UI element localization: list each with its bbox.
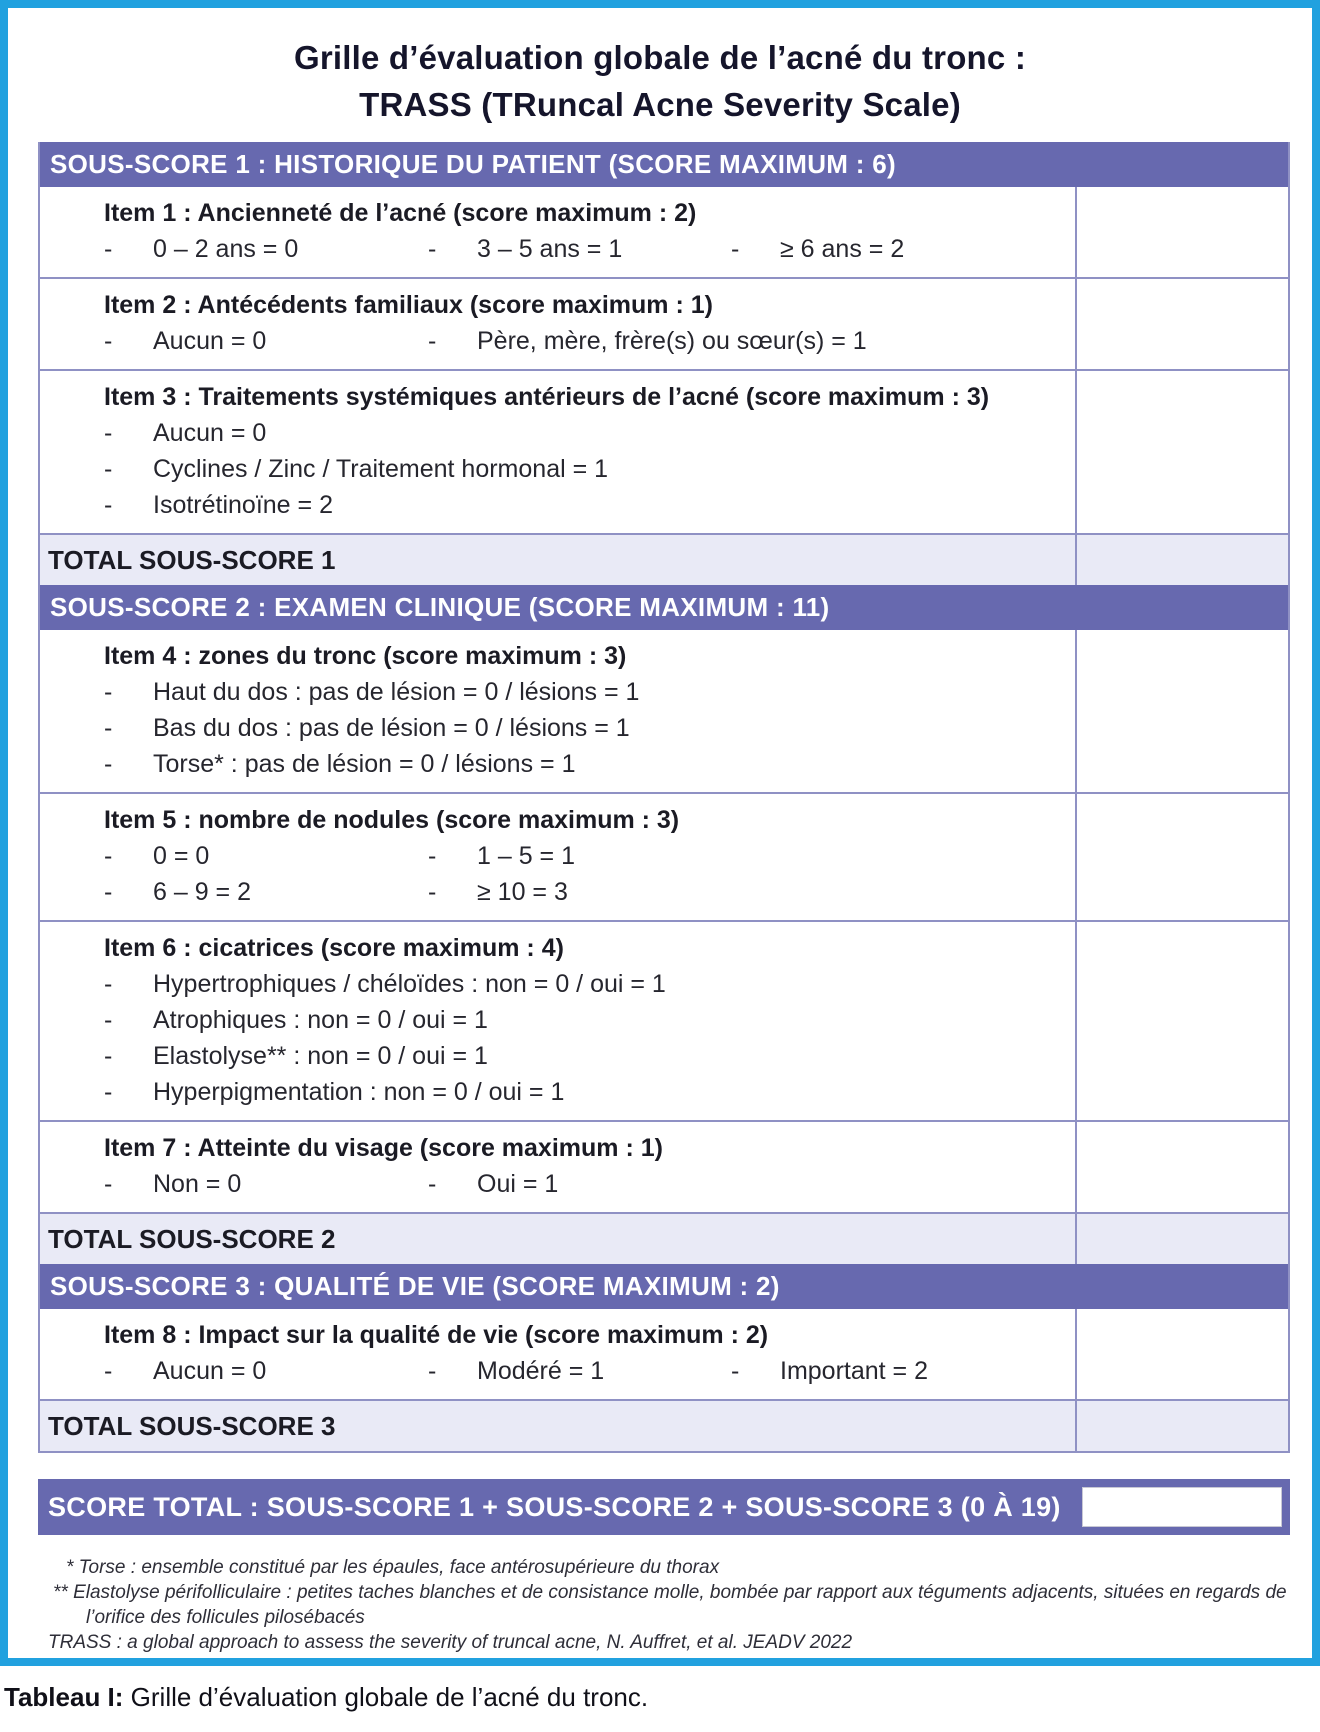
section-2-header [40, 585, 1288, 630]
item-6-row [40, 920, 1288, 1120]
item-2-score-cell[interactable] [1075, 279, 1288, 369]
item-1-option-3: - ≥ 6 ans = 2 [731, 231, 1075, 267]
score-total-input[interactable] [1082, 1487, 1282, 1527]
total-sous-score-2-value-cell[interactable] [1075, 1214, 1288, 1264]
trass-table [38, 142, 1290, 1453]
item-5-option-3: - 6 – 9 = 2 [104, 874, 428, 910]
item-6-option-3: - Elastolyse** : non = 0 / oui = 1 [104, 1038, 1075, 1074]
page-title-line2: TRASS (TRuncal Acne Severity Scale) [359, 86, 961, 123]
page-title-line1: Grille d’évaluation globale de l’acné du tronc : [293, 39, 1027, 76]
item-8-option-3: - Important = 2 [731, 1353, 1075, 1389]
item-3-row [40, 369, 1288, 533]
total-sous-score-1-row [40, 533, 1288, 585]
item-3-option-1: - Aucun = 0 [104, 415, 1075, 451]
item-5-title: Item 5 : nombre de nodules (score maximum : 3) [104, 806, 680, 834]
item-3-option-3: - Isotrétinoïne = 2 [104, 487, 1075, 523]
section-2-header-label: SOUS-SCORE 2 : EXAMEN CLINIQUE (SCORE MAXIMUM : 11) [50, 592, 830, 622]
item-2-row [40, 277, 1288, 369]
item-5-option-4: - ≥ 10 = 3 [428, 874, 1075, 910]
footnote-torse: * Torse : ensemble constitué par les épaules, face antérosupérieure du thorax [66, 1557, 720, 1578]
item-1-score-cell[interactable] [1075, 187, 1288, 277]
total-sous-score-1-value-cell[interactable] [1075, 535, 1288, 585]
page-title [8, 34, 1312, 128]
item-2-option-2: - Père, mère, frère(s) ou sœur(s) = 1 [428, 323, 1075, 359]
item-6-title: Item 6 : cicatrices (score maximum : 4) [104, 934, 564, 962]
footnote-trass-reference: TRASS : a global approach to assess the severity of truncal acne, N. Auffret, et al. JEADV 2022 [48, 1632, 853, 1653]
item-6-option-4: - Hyperpigmentation : non = 0 / oui = 1 [104, 1074, 1075, 1110]
item-4-option-1: - Haut du dos : pas de lésion = 0 / lésions = 1 [104, 674, 1075, 710]
item-7-option-2: - Oui = 1 [428, 1166, 1075, 1202]
score-total-label: SCORE TOTAL : SOUS-SCORE 1 + SOUS-SCORE 2 + SOUS-SCORE 3 (0 À 19) [48, 1491, 1061, 1522]
item-5-option-2: - 1 – 5 = 1 [428, 838, 1075, 874]
item-8-option-1: - Aucun = 0 [104, 1353, 428, 1389]
footnotes [48, 1555, 1288, 1655]
item-4-title: Item 4 : zones du tronc (score maximum : 3) [104, 642, 627, 670]
item-5-row [40, 792, 1288, 920]
item-2-option-1: - Aucun = 0 [104, 323, 428, 359]
item-2-title: Item 2 : Antécédents familiaux (score maximum : 1) [104, 291, 713, 319]
item-4-option-2: - Bas du dos : pas de lésion = 0 / lésions = 1 [104, 710, 1075, 746]
item-7-row [40, 1120, 1288, 1212]
section-1-header-label: SOUS-SCORE 1 : HISTORIQUE DU PATIENT (SCORE MAXIMUM : 6) [50, 149, 896, 179]
item-1-option-1: - 0 – 2 ans = 0 [104, 231, 428, 267]
table-caption-text: Grille d’évaluation globale de l’acné du tronc. [123, 1682, 649, 1712]
item-1-row [40, 187, 1288, 277]
item-7-score-cell[interactable] [1075, 1122, 1288, 1212]
total-sous-score-3-value-cell[interactable] [1075, 1401, 1288, 1451]
item-5-option-1: - 0 = 0 [104, 838, 428, 874]
section-3-header-label: SOUS-SCORE 3 : QUALITÉ DE VIE (SCORE MAXIMUM : 2) [50, 1271, 780, 1301]
item-1-option-2: - 3 – 5 ans = 1 [428, 231, 731, 267]
item-6-score-cell[interactable] [1075, 922, 1288, 1120]
item-1-title: Item 1 : Ancienneté de l’acné (score maximum : 2) [104, 199, 697, 227]
footnote-elastolyse: ** Elastolyse périfolliculaire : petites taches blanches et de consistance molle, bombée par rapport aux téguments adjacents, situées en regards de l’orifice des follicules pilosébacés [53, 1582, 1287, 1628]
item-3-score-cell[interactable] [1075, 371, 1288, 533]
item-7-title: Item 7 : Atteinte du visage (score maximum : 1) [104, 1134, 663, 1162]
item-8-option-2: - Modéré = 1 [428, 1353, 731, 1389]
total-sous-score-3-label: TOTAL SOUS-SCORE 3 [48, 1410, 336, 1441]
item-8-score-cell[interactable] [1075, 1309, 1288, 1399]
item-6-option-1: - Hypertrophiques / chéloïdes : non = 0 / oui = 1 [104, 966, 1075, 1002]
section-3-header [40, 1264, 1288, 1309]
table-caption [4, 1682, 1320, 1713]
item-6-option-2: - Atrophiques : non = 0 / oui = 1 [104, 1002, 1075, 1038]
item-7-option-1: - Non = 0 [104, 1166, 428, 1202]
item-8-title: Item 8 : Impact sur la qualité de vie (score maximum : 2) [104, 1321, 769, 1349]
total-sous-score-1-label: TOTAL SOUS-SCORE 1 [48, 544, 336, 575]
item-3-option-2: - Cyclines / Zinc / Traitement hormonal = 1 [104, 451, 1075, 487]
section-1-header [40, 142, 1288, 187]
item-3-title: Item 3 : Traitements systémiques antérieurs de l’acné (score maximum : 3) [104, 383, 990, 411]
table-caption-label: Tableau I: [4, 1682, 124, 1712]
total-sous-score-3-row [40, 1399, 1288, 1451]
item-4-score-cell[interactable] [1075, 630, 1288, 792]
item-5-score-cell[interactable] [1075, 794, 1288, 920]
total-sous-score-2-row [40, 1212, 1288, 1264]
score-total-bar [38, 1479, 1290, 1535]
item-4-row [40, 630, 1288, 792]
item-8-row [40, 1309, 1288, 1399]
item-4-option-3: - Torse* : pas de lésion = 0 / lésions = 1 [104, 746, 1075, 782]
total-sous-score-2-label: TOTAL SOUS-SCORE 2 [48, 1223, 336, 1254]
